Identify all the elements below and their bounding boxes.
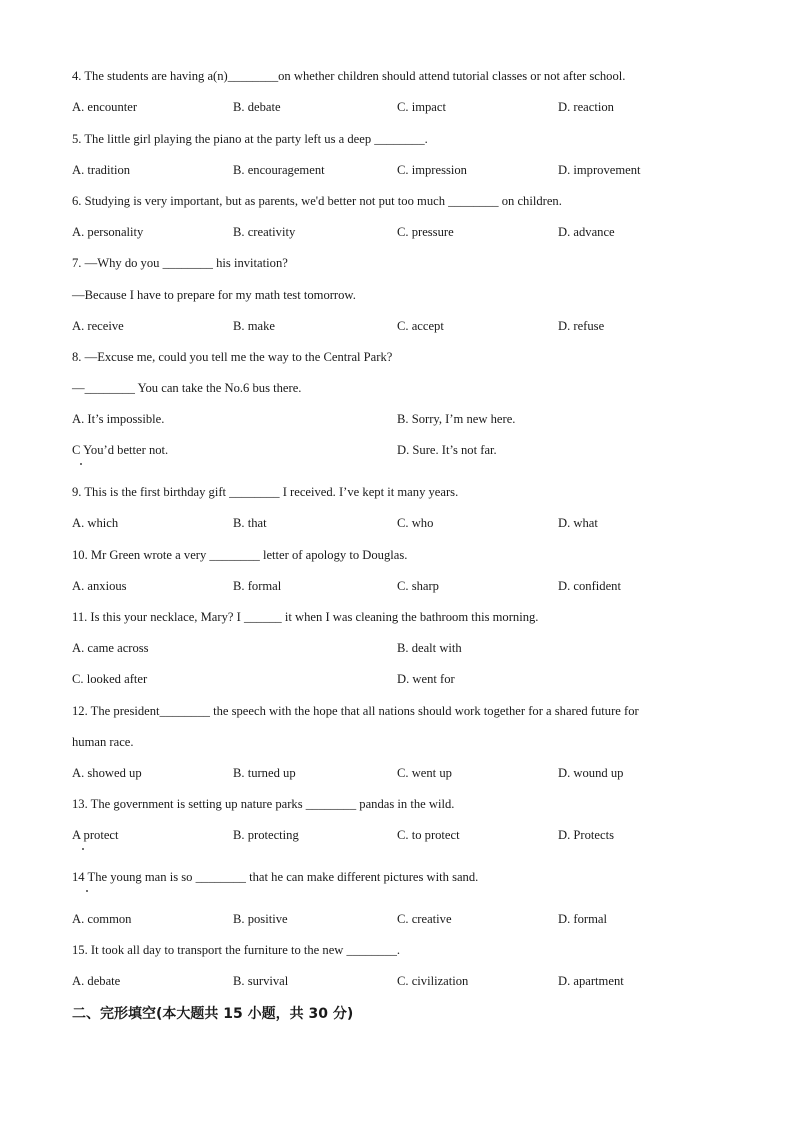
question-13-stem: 13. The government is setting up nature parks ________ pandas in the wild. <box>72 797 455 811</box>
option-b: B. dealt with <box>397 641 462 655</box>
option-b: B. formal <box>233 579 282 593</box>
option-d: D. went for <box>397 672 455 686</box>
option-d: D. formal <box>558 912 607 926</box>
option-d: D. Sure. It’s not far. <box>397 443 497 457</box>
option-b: B. turned up <box>233 766 296 780</box>
question-10-stem: 10. Mr Green wrote a very ________ letter of apology to Douglas. <box>72 548 408 562</box>
option-a: A. which <box>72 516 119 530</box>
option-c: C. looked after <box>72 672 148 686</box>
question-7-stem: 7. —Why do you ________ his invitation? <box>72 256 288 270</box>
question-12-stem: 12. The president________ the speech with the hope that all nations should work together for a shared future for <box>72 704 639 718</box>
option-a: A. tradition <box>72 163 131 177</box>
question-14-stem: 14 The young man is so ________ that he can make different pictures with sand. <box>72 870 479 884</box>
option-b: B. creativity <box>233 225 296 239</box>
option-b: B. positive <box>233 912 288 926</box>
option-d: D. refuse <box>558 319 605 333</box>
option-a: A. It’s impossible. <box>72 412 165 426</box>
option-a: A. encounter <box>72 100 138 114</box>
option-c: C. impact <box>397 100 446 114</box>
option-d: D. apartment <box>558 974 624 988</box>
option-b: B. protecting <box>233 828 299 842</box>
question-8-response: —________ You can take the No.6 bus there. <box>72 381 302 395</box>
stray-dot <box>82 848 84 850</box>
question-7-response: —Because I have to prepare for my math test tomorrow. <box>72 288 356 302</box>
option-a: A. showed up <box>72 766 142 780</box>
section-heading: 二、完形填空(本大题共 15 小题，共 30 分) <box>72 1006 354 1022</box>
option-b: B. make <box>233 319 275 333</box>
option-c: C. creative <box>397 912 452 926</box>
option-b: B. that <box>233 516 267 530</box>
option-c: C. civilization <box>397 974 469 988</box>
option-c: C. pressure <box>397 225 454 239</box>
option-a: A. personality <box>72 225 144 239</box>
question-6-stem: 6. Studying is very important, but as parents, we'd better not put too much ________ on children. <box>72 194 562 208</box>
option-c: C You’d better not. <box>72 443 169 457</box>
question-15-stem: 15. It took all day to transport the furniture to the new ________. <box>72 943 401 957</box>
option-b: B. Sorry, I’m new here. <box>397 412 516 426</box>
option-c: C. accept <box>397 319 444 333</box>
option-c: C. who <box>397 516 434 530</box>
question-11-stem: 11. Is this your necklace, Mary? I ______ it when I was cleaning the bathroom this morning. <box>72 610 539 624</box>
option-d: D. Protects <box>558 828 614 842</box>
option-a: A. anxious <box>72 579 127 593</box>
option-c: C. went up <box>397 766 452 780</box>
option-d: D. reaction <box>558 100 614 114</box>
option-d: D. wound up <box>558 766 624 780</box>
option-b: B. survival <box>233 974 289 988</box>
question-4-stem: 4. The students are having a(n)________on whether children should attend tutorial classes or not after school. <box>72 69 626 83</box>
option-c: C. to protect <box>397 828 460 842</box>
option-a: A. debate <box>72 974 121 988</box>
option-d: D. advance <box>558 225 615 239</box>
question-9-stem: 9. This is the first birthday gift ________ I received. I’ve kept it many years. <box>72 485 459 499</box>
option-b: B. encouragement <box>233 163 325 177</box>
question-12-stem-continued: human race. <box>72 735 134 749</box>
option-b: B. debate <box>233 100 281 114</box>
question-5-stem: 5. The little girl playing the piano at the party left us a deep ________. <box>72 132 428 146</box>
question-8-stem: 8. —Excuse me, could you tell me the way to the Central Park? <box>72 350 393 364</box>
option-a: A. receive <box>72 319 124 333</box>
option-d: D. improvement <box>558 163 641 177</box>
stray-dot <box>86 890 88 892</box>
option-c: C. sharp <box>397 579 439 593</box>
option-a: A protect <box>72 828 119 842</box>
stray-dot <box>80 463 82 465</box>
option-d: D. what <box>558 516 598 530</box>
option-c: C. impression <box>397 163 467 177</box>
option-a: A. common <box>72 912 132 926</box>
option-a: A. came across <box>72 641 149 655</box>
option-d: D. confident <box>558 579 621 593</box>
